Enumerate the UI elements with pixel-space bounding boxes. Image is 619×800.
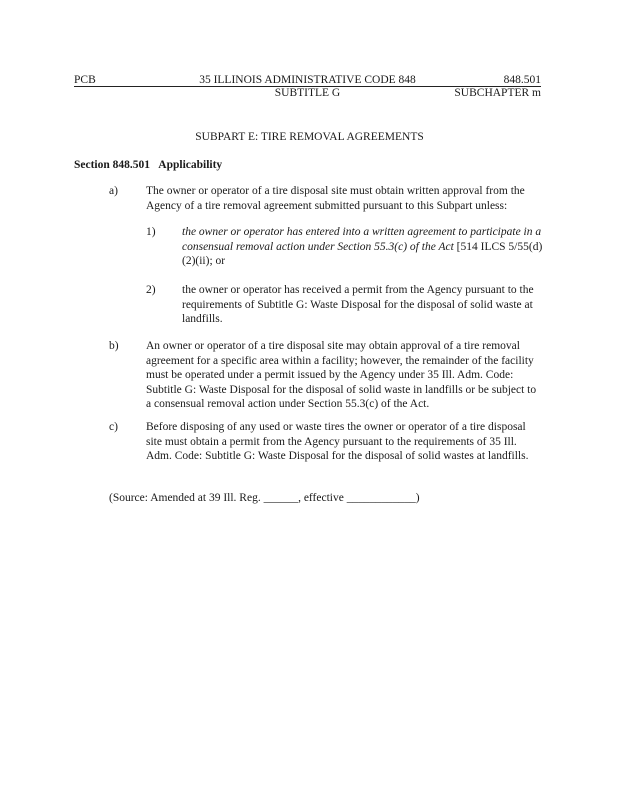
section-name: Applicability <box>158 159 223 171</box>
running-header-bottom <box>74 87 541 101</box>
item-c-label: c) <box>109 421 118 433</box>
item-a2-text: the owner or operator has received a permit from the Agency pursuant to the requirements of Subtitle G: Waste Disposal for the disposal of solid waste at landfills. <box>182 284 534 326</box>
item-c-text: Before disposing of any used or waste tires the owner or operator of a tire disposal site must obtain a permit from the Agency pursuant to the requirements of 35 Ill. Adm. Code: Subtitle G: Waste Disposal for the disposal of solid wastes at landfills. <box>146 421 529 463</box>
running-header-top <box>74 74 541 88</box>
item-a-text: The owner or operator of a tire disposal site must obtain written approval from the Agency of a tire removal agreement submitted pursuant to this Subpart unless: <box>146 185 525 212</box>
subpart-title: SUBPART E: TIRE REMOVAL AGREEMENTS <box>195 131 424 143</box>
item-a-label: a) <box>109 185 118 197</box>
header-subtitle: SUBTITLE G <box>274 87 341 99</box>
header-section-number: 848.501 <box>503 74 541 86</box>
item-b-label: b) <box>109 340 119 352</box>
item-a1-text <box>182 225 544 269</box>
header-subchapter: SUBCHAPTER m <box>454 87 541 99</box>
header-agency: PCB <box>74 74 96 86</box>
source-note: (Source: Amended at 39 Ill. Reg. ______, effective ____________) <box>109 492 420 504</box>
item-a1-label: 1) <box>146 226 156 238</box>
header-code-title: 35 ILLINOIS ADMINISTRATIVE CODE 848 <box>199 74 416 86</box>
item-b-text: An owner or operator of a tire disposal site may obtain approval of a tire removal agreement for a specific area within a facility; however, the remainder of the facility must be operated under a permit issued by the Agency under 35 Ill. Adm. Code: Subtitle G: Waste Disposal for the disposal of solid waste in landfills or be subject to a consensual removal action under Section 55.3(c) of the Act. <box>146 340 537 411</box>
item-a1-statute-text: the owner or operator has entered into a written agreement to participate in a consensual removal action under Section 55.3(c) of the Act <box>182 226 542 253</box>
item-a2-label: 2) <box>146 284 156 296</box>
section-number: Section 848.501 <box>74 159 151 171</box>
item-a1-citation: [514 ILCS 5/55(d)(2)(ii); or <box>182 240 543 268</box>
section-heading <box>74 158 222 173</box>
